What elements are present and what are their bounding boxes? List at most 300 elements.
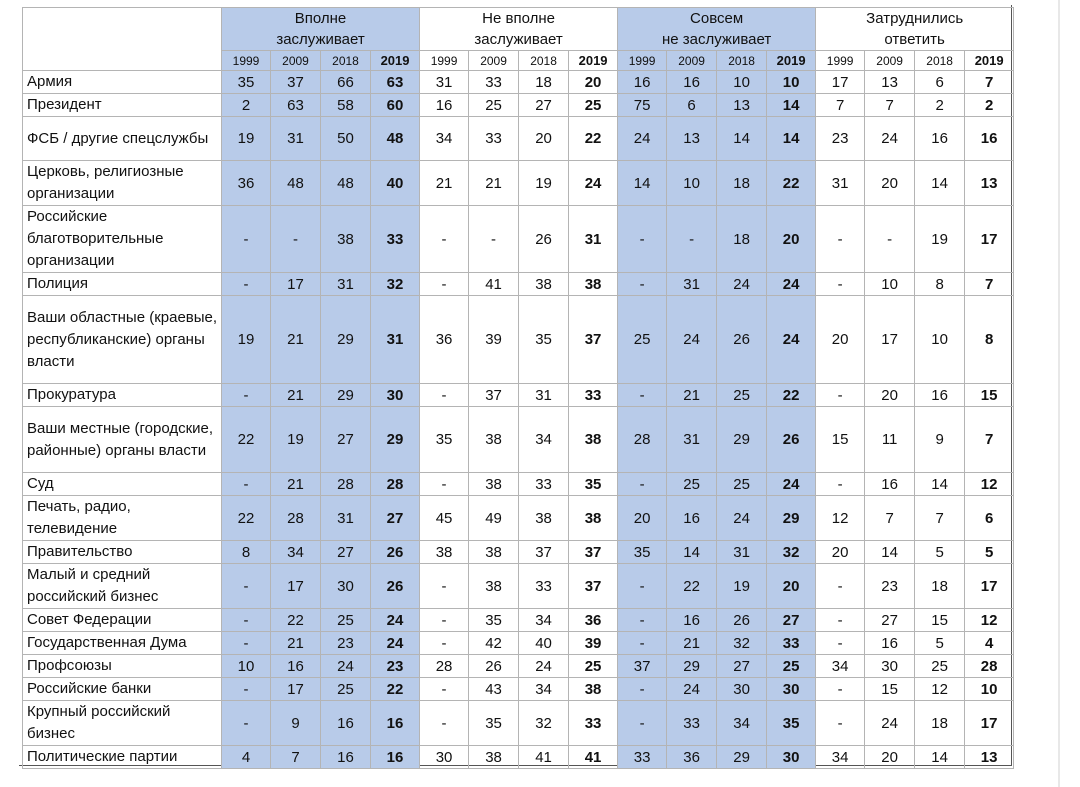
value-cell: 24: [865, 117, 915, 161]
value-cell: 31: [667, 273, 717, 296]
value-cell: 5: [965, 541, 1014, 564]
value-cell: 22: [371, 678, 420, 701]
value-cell: 28: [321, 473, 371, 496]
year-header: 2018: [915, 51, 965, 71]
value-cell: 24: [667, 296, 717, 384]
row-label: Полиция: [23, 273, 222, 296]
value-cell: 22: [767, 384, 816, 407]
value-cell: 36: [222, 161, 271, 206]
value-cell: -: [420, 473, 469, 496]
table-row: [23, 117, 1014, 161]
value-cell: 21: [420, 161, 469, 206]
value-cell: 38: [569, 496, 618, 541]
value-cell: 33: [519, 564, 569, 609]
value-cell: 33: [371, 206, 420, 273]
value-cell: 14: [865, 541, 915, 564]
value-cell: 24: [767, 273, 816, 296]
value-cell: 25: [767, 655, 816, 678]
value-cell: 13: [965, 161, 1014, 206]
year-header: 2009: [271, 51, 321, 71]
value-cell: 29: [717, 746, 767, 769]
value-cell: 24: [569, 161, 618, 206]
group-label: Не вполне заслуживает: [474, 10, 563, 48]
value-cell: 6: [667, 94, 717, 117]
value-cell: 7: [915, 496, 965, 541]
value-cell: 24: [618, 117, 667, 161]
value-cell: 25: [717, 473, 767, 496]
value-cell: 25: [569, 94, 618, 117]
value-cell: 30: [717, 678, 767, 701]
value-cell: 24: [371, 609, 420, 632]
value-cell: 8: [915, 273, 965, 296]
value-cell: 24: [321, 655, 371, 678]
value-cell: -: [222, 609, 271, 632]
value-cell: 31: [420, 71, 469, 94]
value-cell: 41: [519, 746, 569, 769]
value-cell: 38: [469, 407, 519, 473]
value-cell: 5: [915, 632, 965, 655]
value-cell: 15: [816, 407, 865, 473]
value-cell: -: [618, 564, 667, 609]
year-header: 2018: [717, 51, 767, 71]
value-cell: 12: [965, 609, 1014, 632]
value-cell: 27: [321, 407, 371, 473]
value-cell: 23: [865, 564, 915, 609]
value-cell: 16: [618, 71, 667, 94]
value-cell: -: [271, 206, 321, 273]
value-cell: 31: [321, 496, 371, 541]
value-cell: 32: [767, 541, 816, 564]
row-label: Ваши областные (краевые, республиканские) органы власти: [23, 296, 222, 384]
value-cell: 33: [767, 632, 816, 655]
row-label: Прокуратура: [23, 384, 222, 407]
row-label: Российские благотворительные организации: [23, 206, 222, 273]
value-cell: 39: [569, 632, 618, 655]
value-cell: 45: [420, 496, 469, 541]
value-cell: -: [816, 206, 865, 273]
value-cell: 40: [519, 632, 569, 655]
table-row: [23, 609, 1014, 632]
value-cell: 32: [519, 701, 569, 746]
value-cell: 7: [865, 94, 915, 117]
value-cell: 36: [667, 746, 717, 769]
value-cell: 34: [816, 655, 865, 678]
value-cell: 18: [717, 161, 767, 206]
group-label: Затруднились ответить: [866, 10, 964, 48]
table-row: [23, 678, 1014, 701]
value-cell: -: [816, 609, 865, 632]
row-label: Церковь, религиозные организации: [23, 161, 222, 206]
value-cell: 10: [965, 678, 1014, 701]
value-cell: 10: [222, 655, 271, 678]
value-cell: 25: [717, 384, 767, 407]
value-cell: 28: [420, 655, 469, 678]
value-cell: 12: [915, 678, 965, 701]
value-cell: 9: [915, 407, 965, 473]
value-cell: 21: [271, 384, 321, 407]
group-label: Вполне заслуживает: [276, 10, 365, 48]
value-cell: 38: [469, 541, 519, 564]
value-cell: 12: [965, 473, 1014, 496]
value-cell: 24: [865, 701, 915, 746]
value-cell: 26: [717, 296, 767, 384]
value-cell: 14: [618, 161, 667, 206]
value-cell: 17: [271, 564, 321, 609]
value-cell: 10: [915, 296, 965, 384]
group-label: Совсем не заслуживает: [662, 10, 772, 48]
value-cell: 18: [717, 206, 767, 273]
group-header-fully: [222, 8, 420, 51]
table-row: [23, 473, 1014, 496]
value-cell: -: [618, 384, 667, 407]
value-cell: 58: [321, 94, 371, 117]
value-cell: 22: [222, 496, 271, 541]
year-header: 2019: [965, 51, 1014, 71]
year-header: 1999: [420, 51, 469, 71]
value-cell: 23: [321, 632, 371, 655]
value-cell: 13: [865, 71, 915, 94]
value-cell: 14: [915, 746, 965, 769]
value-cell: 5: [915, 541, 965, 564]
value-cell: 37: [469, 384, 519, 407]
table-row: [23, 564, 1014, 609]
value-cell: 43: [469, 678, 519, 701]
value-cell: 35: [519, 296, 569, 384]
value-cell: 24: [717, 273, 767, 296]
value-cell: 17: [865, 296, 915, 384]
value-cell: 31: [667, 407, 717, 473]
value-cell: -: [618, 273, 667, 296]
value-cell: 22: [667, 564, 717, 609]
value-cell: 33: [618, 746, 667, 769]
value-cell: 35: [469, 609, 519, 632]
value-cell: 63: [371, 71, 420, 94]
value-cell: -: [618, 678, 667, 701]
value-cell: -: [222, 473, 271, 496]
value-cell: 9: [271, 701, 321, 746]
value-cell: 18: [915, 701, 965, 746]
trust-table: [22, 7, 1014, 769]
value-cell: 27: [717, 655, 767, 678]
value-cell: 22: [222, 407, 271, 473]
value-cell: 16: [667, 71, 717, 94]
value-cell: 15: [865, 678, 915, 701]
value-cell: 31: [519, 384, 569, 407]
value-cell: 27: [865, 609, 915, 632]
value-cell: 31: [271, 117, 321, 161]
value-cell: 38: [569, 678, 618, 701]
value-cell: 7: [965, 71, 1014, 94]
value-cell: 27: [371, 496, 420, 541]
value-cell: 30: [420, 746, 469, 769]
table-row: [23, 746, 1014, 769]
value-cell: 20: [865, 161, 915, 206]
value-cell: 37: [569, 296, 618, 384]
value-cell: 16: [271, 655, 321, 678]
value-cell: 30: [321, 564, 371, 609]
value-cell: 31: [371, 296, 420, 384]
value-cell: -: [816, 701, 865, 746]
value-cell: 13: [667, 117, 717, 161]
value-cell: 7: [816, 94, 865, 117]
value-cell: 26: [469, 655, 519, 678]
value-cell: 30: [767, 678, 816, 701]
value-cell: 10: [865, 273, 915, 296]
table-row: [23, 206, 1014, 273]
value-cell: 24: [519, 655, 569, 678]
value-cell: 18: [519, 71, 569, 94]
value-cell: -: [420, 609, 469, 632]
year-header: 2009: [469, 51, 519, 71]
value-cell: 75: [618, 94, 667, 117]
value-cell: -: [618, 701, 667, 746]
value-cell: 38: [469, 746, 519, 769]
value-cell: 38: [420, 541, 469, 564]
value-cell: 66: [321, 71, 371, 94]
value-cell: 24: [717, 496, 767, 541]
value-cell: 27: [321, 541, 371, 564]
year-header: 2018: [321, 51, 371, 71]
value-cell: 31: [717, 541, 767, 564]
value-cell: -: [420, 678, 469, 701]
value-cell: 24: [371, 632, 420, 655]
value-cell: 20: [519, 117, 569, 161]
value-cell: 20: [618, 496, 667, 541]
table-row: [23, 632, 1014, 655]
value-cell: 33: [469, 117, 519, 161]
row-label: Правительство: [23, 541, 222, 564]
value-cell: 48: [371, 117, 420, 161]
row-label: Совет Федерации: [23, 609, 222, 632]
value-cell: -: [420, 206, 469, 273]
value-cell: -: [618, 632, 667, 655]
value-cell: 37: [519, 541, 569, 564]
value-cell: -: [420, 384, 469, 407]
value-cell: 16: [371, 701, 420, 746]
year-header: 2009: [667, 51, 717, 71]
year-header: 2019: [767, 51, 816, 71]
value-cell: 26: [767, 407, 816, 473]
value-cell: 29: [321, 384, 371, 407]
value-cell: 12: [816, 496, 865, 541]
corner-cell: [23, 8, 222, 71]
value-cell: 20: [816, 296, 865, 384]
value-cell: 18: [915, 564, 965, 609]
value-cell: 26: [519, 206, 569, 273]
value-cell: 11: [865, 407, 915, 473]
value-cell: -: [469, 206, 519, 273]
value-cell: 7: [965, 273, 1014, 296]
value-cell: 24: [767, 296, 816, 384]
value-cell: 15: [915, 609, 965, 632]
value-cell: 4: [222, 746, 271, 769]
value-cell: 40: [371, 161, 420, 206]
value-cell: 8: [222, 541, 271, 564]
value-cell: -: [222, 564, 271, 609]
row-label: Ваши местные (городские, районные) органы власти: [23, 407, 222, 473]
value-cell: 25: [569, 655, 618, 678]
table-row: [23, 496, 1014, 541]
year-header: 2009: [865, 51, 915, 71]
value-cell: -: [222, 701, 271, 746]
value-cell: 34: [519, 407, 569, 473]
value-cell: -: [420, 273, 469, 296]
value-cell: 16: [965, 117, 1014, 161]
value-cell: 22: [767, 161, 816, 206]
value-cell: -: [618, 609, 667, 632]
value-cell: 19: [222, 117, 271, 161]
value-cell: 33: [469, 71, 519, 94]
value-cell: 33: [569, 384, 618, 407]
year-header: 1999: [222, 51, 271, 71]
value-cell: 16: [321, 701, 371, 746]
value-cell: 20: [865, 746, 915, 769]
value-cell: -: [618, 206, 667, 273]
value-cell: 38: [321, 206, 371, 273]
table-body: [23, 71, 1014, 769]
row-label: Суд: [23, 473, 222, 496]
value-cell: 21: [667, 384, 717, 407]
value-cell: 35: [469, 701, 519, 746]
value-cell: 20: [767, 206, 816, 273]
value-cell: 19: [915, 206, 965, 273]
value-cell: 25: [667, 473, 717, 496]
table-row: [23, 296, 1014, 384]
value-cell: 28: [271, 496, 321, 541]
value-cell: -: [222, 273, 271, 296]
value-cell: 16: [667, 496, 717, 541]
value-cell: 29: [371, 407, 420, 473]
value-cell: 14: [717, 117, 767, 161]
value-cell: 37: [618, 655, 667, 678]
value-cell: 39: [469, 296, 519, 384]
value-cell: 23: [816, 117, 865, 161]
value-cell: 24: [667, 678, 717, 701]
table-row: [23, 541, 1014, 564]
value-cell: 29: [717, 407, 767, 473]
value-cell: 14: [767, 94, 816, 117]
value-cell: 25: [321, 609, 371, 632]
value-cell: -: [816, 273, 865, 296]
value-cell: 27: [519, 94, 569, 117]
value-cell: 33: [667, 701, 717, 746]
value-cell: 29: [767, 496, 816, 541]
value-cell: 25: [915, 655, 965, 678]
value-cell: 16: [667, 609, 717, 632]
value-cell: 16: [915, 384, 965, 407]
value-cell: 35: [222, 71, 271, 94]
value-cell: 16: [420, 94, 469, 117]
value-cell: 28: [965, 655, 1014, 678]
row-label: Президент: [23, 94, 222, 117]
value-cell: 38: [519, 273, 569, 296]
value-cell: -: [816, 678, 865, 701]
value-cell: 37: [271, 71, 321, 94]
value-cell: 6: [915, 71, 965, 94]
value-cell: 21: [271, 296, 321, 384]
value-cell: 34: [816, 746, 865, 769]
value-cell: 13: [717, 94, 767, 117]
value-cell: 34: [519, 678, 569, 701]
value-cell: 33: [519, 473, 569, 496]
value-cell: 13: [965, 746, 1014, 769]
value-cell: 14: [915, 473, 965, 496]
row-label: Печать, радио, телевидение: [23, 496, 222, 541]
value-cell: 16: [915, 117, 965, 161]
year-header: 2019: [371, 51, 420, 71]
value-cell: 29: [321, 296, 371, 384]
value-cell: 7: [965, 407, 1014, 473]
value-cell: 16: [321, 746, 371, 769]
value-cell: 35: [767, 701, 816, 746]
row-label: Малый и средний российский бизнес: [23, 564, 222, 609]
value-cell: 27: [767, 609, 816, 632]
value-cell: 48: [271, 161, 321, 206]
value-cell: 41: [469, 273, 519, 296]
value-cell: -: [865, 206, 915, 273]
value-cell: 33: [569, 701, 618, 746]
value-cell: 41: [569, 746, 618, 769]
value-cell: 26: [371, 541, 420, 564]
value-cell: 10: [767, 71, 816, 94]
value-cell: -: [222, 206, 271, 273]
value-cell: 60: [371, 94, 420, 117]
value-cell: 21: [469, 161, 519, 206]
value-cell: 29: [667, 655, 717, 678]
row-label: Политические партии: [23, 746, 222, 769]
value-cell: 38: [569, 407, 618, 473]
value-cell: 17: [965, 564, 1014, 609]
value-cell: 21: [271, 632, 321, 655]
value-cell: 38: [469, 473, 519, 496]
value-cell: 30: [767, 746, 816, 769]
value-cell: 22: [271, 609, 321, 632]
value-cell: 2: [965, 94, 1014, 117]
table-row: [23, 161, 1014, 206]
value-cell: 6: [965, 496, 1014, 541]
group-header-hard-to-say: [816, 8, 1014, 51]
value-cell: 32: [371, 273, 420, 296]
value-cell: 17: [271, 678, 321, 701]
value-cell: 31: [321, 273, 371, 296]
value-cell: 16: [865, 473, 915, 496]
value-cell: 26: [717, 609, 767, 632]
value-cell: 23: [371, 655, 420, 678]
value-cell: 38: [469, 564, 519, 609]
value-cell: 28: [618, 407, 667, 473]
value-cell: 4: [965, 632, 1014, 655]
value-cell: 2: [915, 94, 965, 117]
table-row: [23, 655, 1014, 678]
value-cell: -: [222, 678, 271, 701]
value-cell: 34: [519, 609, 569, 632]
table-row: [23, 701, 1014, 746]
value-cell: 14: [667, 541, 717, 564]
value-cell: -: [420, 564, 469, 609]
row-label: ФСБ / другие спецслужбы: [23, 117, 222, 161]
table-row: [23, 71, 1014, 94]
value-cell: -: [618, 473, 667, 496]
value-cell: 30: [371, 384, 420, 407]
value-cell: 25: [321, 678, 371, 701]
value-cell: 38: [569, 273, 618, 296]
page-edge: [1058, 0, 1060, 787]
table-row: [23, 273, 1014, 296]
value-cell: -: [222, 384, 271, 407]
year-header: 2018: [519, 51, 569, 71]
value-cell: -: [816, 632, 865, 655]
value-cell: 25: [469, 94, 519, 117]
